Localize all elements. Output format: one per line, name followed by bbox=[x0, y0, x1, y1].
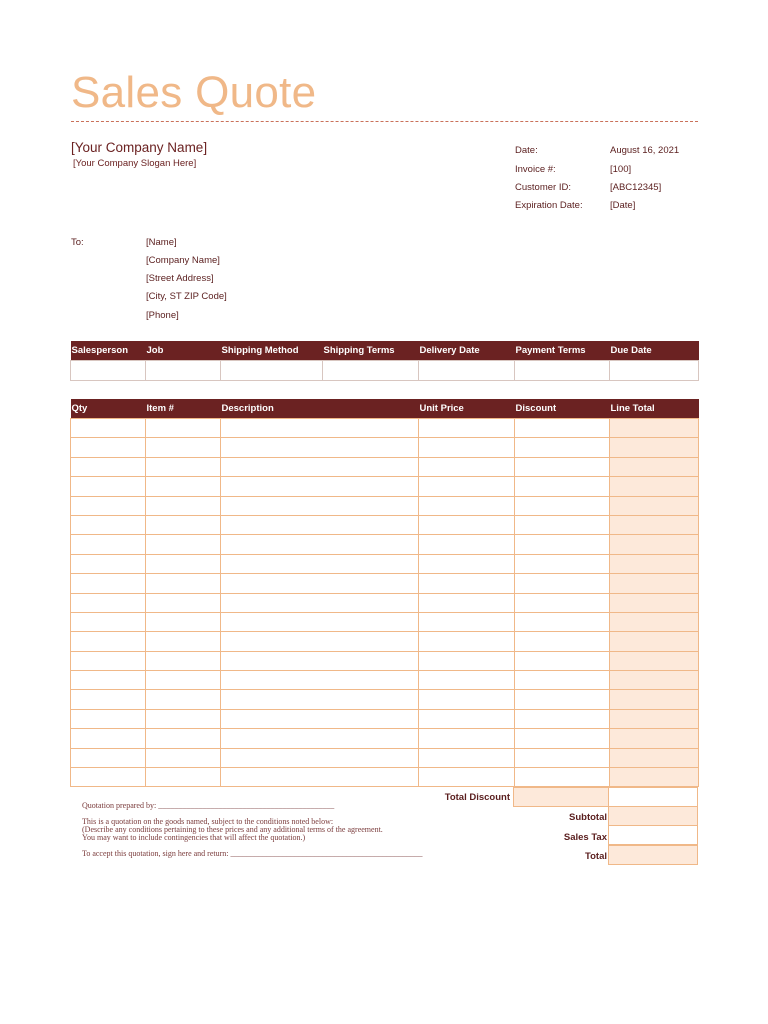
item-number-cell[interactable] bbox=[146, 438, 221, 457]
header-delivery-date: Delivery Date bbox=[419, 341, 515, 361]
due-date-cell[interactable] bbox=[610, 361, 699, 381]
header-shipping-method: Shipping Method bbox=[221, 341, 323, 361]
header-line-total: Line Total bbox=[610, 399, 699, 419]
item-number-cell[interactable] bbox=[146, 612, 221, 631]
expiration-date-label: Expiration Date: bbox=[515, 200, 583, 211]
title-divider bbox=[71, 121, 698, 122]
qty-cell[interactable] bbox=[71, 554, 146, 573]
discount-cell[interactable] bbox=[515, 748, 610, 767]
description-cell[interactable] bbox=[221, 768, 419, 787]
order-info-table bbox=[70, 341, 699, 381]
header-unit-price: Unit Price bbox=[419, 399, 515, 419]
discount-cell[interactable] bbox=[515, 709, 610, 728]
unit-price-cell[interactable] bbox=[419, 651, 515, 670]
item-number-cell[interactable] bbox=[146, 729, 221, 748]
qty-cell[interactable] bbox=[71, 593, 146, 612]
unit-price-cell[interactable] bbox=[419, 496, 515, 515]
discount-cell[interactable] bbox=[515, 535, 610, 554]
sales-tax-field[interactable] bbox=[608, 825, 698, 845]
unit-price-cell[interactable] bbox=[419, 690, 515, 709]
line-total-cell[interactable] bbox=[610, 748, 699, 767]
table-row bbox=[71, 477, 699, 496]
unit-price-cell[interactable] bbox=[419, 554, 515, 573]
header-item-number: Item # bbox=[146, 399, 221, 419]
table-row bbox=[71, 574, 699, 593]
discount-cell[interactable] bbox=[515, 496, 610, 515]
header-shipping-terms: Shipping Terms bbox=[323, 341, 419, 361]
invoice-label: Invoice #: bbox=[515, 164, 556, 175]
company-slogan: [Your Company Slogan Here] bbox=[73, 158, 197, 169]
description-cell[interactable] bbox=[221, 593, 419, 612]
discount-cell[interactable] bbox=[515, 671, 610, 690]
description-cell[interactable] bbox=[221, 612, 419, 631]
unit-price-cell[interactable] bbox=[419, 457, 515, 476]
unit-price-cell[interactable] bbox=[419, 612, 515, 631]
item-number-cell[interactable] bbox=[146, 690, 221, 709]
discount-cell[interactable] bbox=[515, 574, 610, 593]
total-discount-field[interactable] bbox=[513, 787, 609, 807]
page-title: Sales Quote bbox=[71, 68, 317, 117]
discount-cell[interactable] bbox=[515, 632, 610, 651]
unit-price-cell[interactable] bbox=[419, 709, 515, 728]
description-cell[interactable] bbox=[221, 574, 419, 593]
line-total-cell[interactable] bbox=[610, 477, 699, 496]
total-discount-blank bbox=[608, 787, 698, 807]
line-total-cell[interactable] bbox=[610, 612, 699, 631]
description-cell[interactable] bbox=[221, 496, 419, 515]
customer-id-value: [ABC12345] bbox=[610, 182, 662, 193]
item-number-cell[interactable] bbox=[146, 554, 221, 573]
total-label: Total bbox=[585, 851, 607, 862]
description-cell[interactable] bbox=[221, 651, 419, 670]
header-payment-terms: Payment Terms bbox=[515, 341, 610, 361]
table-row bbox=[71, 593, 699, 612]
subtotal-label: Subtotal bbox=[569, 812, 607, 823]
table-row bbox=[71, 438, 699, 457]
table-row bbox=[71, 632, 699, 651]
item-number-cell[interactable] bbox=[146, 671, 221, 690]
info-row bbox=[71, 361, 699, 381]
description-cell[interactable] bbox=[221, 729, 419, 748]
header-salesperson: Salesperson bbox=[71, 341, 146, 361]
conditions-line-2: (Describe any conditions pertaining to these prices and any additional terms of the agreement. bbox=[82, 825, 383, 834]
description-cell[interactable] bbox=[221, 477, 419, 496]
item-number-cell[interactable] bbox=[146, 651, 221, 670]
header-description: Description bbox=[221, 399, 419, 419]
line-items-table bbox=[70, 399, 699, 787]
item-number-cell[interactable] bbox=[146, 574, 221, 593]
item-number-cell[interactable] bbox=[146, 457, 221, 476]
to-street: [Street Address] bbox=[146, 273, 214, 284]
line-total-cell[interactable] bbox=[610, 419, 699, 438]
item-number-cell[interactable] bbox=[146, 477, 221, 496]
to-phone: [Phone] bbox=[146, 310, 179, 321]
unit-price-cell[interactable] bbox=[419, 768, 515, 787]
item-number-cell[interactable] bbox=[146, 496, 221, 515]
table-row bbox=[71, 748, 699, 767]
discount-cell[interactable] bbox=[515, 729, 610, 748]
delivery-date-cell[interactable] bbox=[419, 361, 515, 381]
qty-cell[interactable] bbox=[71, 729, 146, 748]
description-cell[interactable] bbox=[221, 690, 419, 709]
table-row bbox=[71, 612, 699, 631]
qty-cell[interactable] bbox=[71, 477, 146, 496]
table-row bbox=[71, 515, 699, 534]
discount-cell[interactable] bbox=[515, 554, 610, 573]
shipping-method-cell[interactable] bbox=[221, 361, 323, 381]
sales-tax-label: Sales Tax bbox=[563, 832, 607, 843]
qty-cell[interactable] bbox=[71, 671, 146, 690]
line-total-cell[interactable] bbox=[610, 671, 699, 690]
discount-cell[interactable] bbox=[515, 438, 610, 457]
salesperson-cell[interactable] bbox=[71, 361, 146, 381]
table-row bbox=[71, 419, 699, 438]
prepared-by-line: Quotation prepared by: ____________________________________________ bbox=[82, 801, 335, 810]
unit-price-cell[interactable] bbox=[419, 419, 515, 438]
line-total-cell[interactable] bbox=[610, 593, 699, 612]
qty-cell[interactable] bbox=[71, 709, 146, 728]
line-total-cell[interactable] bbox=[610, 651, 699, 670]
description-cell[interactable] bbox=[221, 632, 419, 651]
line-total-cell[interactable] bbox=[610, 554, 699, 573]
unit-price-cell[interactable] bbox=[419, 574, 515, 593]
description-cell[interactable] bbox=[221, 438, 419, 457]
qty-cell[interactable] bbox=[71, 748, 146, 767]
description-cell[interactable] bbox=[221, 457, 419, 476]
qty-cell[interactable] bbox=[71, 438, 146, 457]
description-cell[interactable] bbox=[221, 748, 419, 767]
qty-cell[interactable] bbox=[71, 651, 146, 670]
unit-price-cell[interactable] bbox=[419, 535, 515, 554]
unit-price-cell[interactable] bbox=[419, 729, 515, 748]
discount-cell[interactable] bbox=[515, 477, 610, 496]
header-discount: Discount bbox=[515, 399, 610, 419]
shipping-terms-cell[interactable] bbox=[323, 361, 419, 381]
line-total-cell[interactable] bbox=[610, 496, 699, 515]
qty-cell[interactable] bbox=[71, 515, 146, 534]
total-field[interactable] bbox=[608, 845, 698, 865]
description-cell[interactable] bbox=[221, 709, 419, 728]
line-items-body bbox=[71, 419, 699, 787]
discount-cell[interactable] bbox=[515, 690, 610, 709]
conditions-line-1: This is a quotation on the goods named, subject to the conditions noted below: bbox=[82, 817, 334, 826]
table-row bbox=[71, 671, 699, 690]
qty-cell[interactable] bbox=[71, 574, 146, 593]
table-row bbox=[71, 457, 699, 476]
discount-cell[interactable] bbox=[515, 419, 610, 438]
qty-cell[interactable] bbox=[71, 690, 146, 709]
qty-cell[interactable] bbox=[71, 457, 146, 476]
date-value: August 16, 2021 bbox=[610, 145, 680, 156]
qty-cell[interactable] bbox=[71, 612, 146, 631]
header-due-date: Due Date bbox=[610, 341, 699, 361]
total-discount-label: Total Discount bbox=[444, 792, 510, 803]
header-qty: Qty bbox=[71, 399, 146, 419]
expiration-date-value: [Date] bbox=[610, 200, 636, 211]
invoice-value: [100] bbox=[610, 164, 632, 175]
date-label: Date: bbox=[515, 145, 538, 156]
to-company: [Company Name] bbox=[146, 255, 220, 266]
item-number-cell[interactable] bbox=[146, 535, 221, 554]
line-total-cell[interactable] bbox=[610, 574, 699, 593]
qty-cell[interactable] bbox=[71, 496, 146, 515]
line-total-cell[interactable] bbox=[610, 515, 699, 534]
discount-cell[interactable] bbox=[515, 612, 610, 631]
discount-cell[interactable] bbox=[515, 651, 610, 670]
table-row bbox=[71, 768, 699, 787]
to-name: [Name] bbox=[146, 237, 177, 248]
line-total-cell[interactable] bbox=[610, 709, 699, 728]
discount-cell[interactable] bbox=[515, 593, 610, 612]
line-total-cell[interactable] bbox=[610, 768, 699, 787]
accept-signature-line: To accept this quotation, sign here and return: ________________________________________________ bbox=[82, 849, 423, 858]
table-row bbox=[71, 554, 699, 573]
description-cell[interactable] bbox=[221, 515, 419, 534]
qty-cell[interactable] bbox=[71, 535, 146, 554]
line-total-cell[interactable] bbox=[610, 729, 699, 748]
line-total-cell[interactable] bbox=[610, 535, 699, 554]
description-cell[interactable] bbox=[221, 554, 419, 573]
item-number-cell[interactable] bbox=[146, 709, 221, 728]
item-number-cell[interactable] bbox=[146, 748, 221, 767]
company-name: [Your Company Name] bbox=[71, 140, 208, 155]
unit-price-cell[interactable] bbox=[419, 477, 515, 496]
table-row bbox=[71, 535, 699, 554]
unit-price-cell[interactable] bbox=[419, 632, 515, 651]
item-number-cell[interactable] bbox=[146, 768, 221, 787]
item-number-cell[interactable] bbox=[146, 593, 221, 612]
discount-cell[interactable] bbox=[515, 768, 610, 787]
job-cell[interactable] bbox=[146, 361, 221, 381]
subtotal-field[interactable] bbox=[608, 806, 698, 826]
item-number-cell[interactable] bbox=[146, 515, 221, 534]
table-row bbox=[71, 690, 699, 709]
item-number-cell[interactable] bbox=[146, 632, 221, 651]
description-cell[interactable] bbox=[221, 535, 419, 554]
table-row bbox=[71, 651, 699, 670]
line-total-cell[interactable] bbox=[610, 438, 699, 457]
description-cell[interactable] bbox=[221, 419, 419, 438]
table-row bbox=[71, 496, 699, 515]
to-label: To: bbox=[71, 237, 84, 248]
unit-price-cell[interactable] bbox=[419, 438, 515, 457]
table-row bbox=[71, 729, 699, 748]
conditions-line-3: You may want to include contingencies that will affect the quotation.) bbox=[82, 833, 306, 842]
header-job: Job bbox=[146, 341, 221, 361]
discount-cell[interactable] bbox=[515, 515, 610, 534]
qty-cell[interactable] bbox=[71, 419, 146, 438]
unit-price-cell[interactable] bbox=[419, 515, 515, 534]
unit-price-cell[interactable] bbox=[419, 671, 515, 690]
payment-terms-cell[interactable] bbox=[515, 361, 610, 381]
qty-cell[interactable] bbox=[71, 632, 146, 651]
description-cell[interactable] bbox=[221, 671, 419, 690]
line-total-cell[interactable] bbox=[610, 690, 699, 709]
discount-cell[interactable] bbox=[515, 457, 610, 476]
unit-price-cell[interactable] bbox=[419, 593, 515, 612]
unit-price-cell[interactable] bbox=[419, 748, 515, 767]
table-row bbox=[71, 709, 699, 728]
qty-cell[interactable] bbox=[71, 768, 146, 787]
line-total-cell[interactable] bbox=[610, 632, 699, 651]
item-number-cell[interactable] bbox=[146, 419, 221, 438]
customer-id-label: Customer ID: bbox=[515, 182, 571, 193]
to-city: [City, ST ZIP Code] bbox=[146, 291, 227, 302]
line-total-cell[interactable] bbox=[610, 457, 699, 476]
